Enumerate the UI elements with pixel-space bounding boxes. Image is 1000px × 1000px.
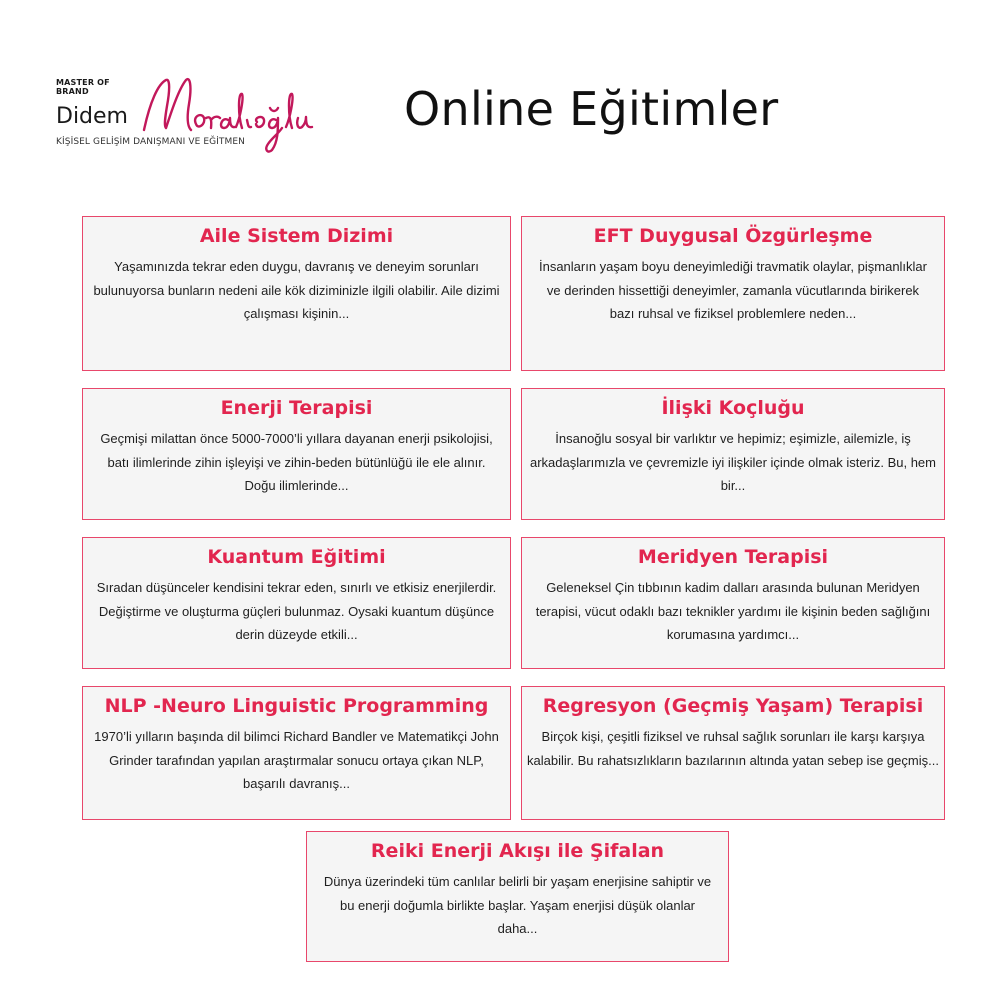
course-title[interactable]: Enerji Terapisi [220,397,373,419]
course-card-aile-sistem-dizimi[interactable] [82,216,511,371]
course-title[interactable]: Kuantum Eğitimi [207,546,386,568]
course-card-iliski-koclugu[interactable] [521,388,945,520]
course-description: Yaşamınızda tekrar eden duygu, davranış ve deneyim sorunları bulunuyorsa bunların nedeni aile kök diziminizle ilgili olabilir. Aile dizimi çalışması kişinin... [93,259,500,321]
course-description: İnsanların yaşam boyu deneyimlediği travmatik olaylar, pişmanlıklar ve derinden hissettiği deneyimler, zamanla vücutlarında birikerek bazı ruhsal ve fiziksel problemlere neden... [538,259,927,321]
course-description: İnsanoğlu sosyal bir varlıktır ve hepimiz; eşimizle, ailemizle, iş arkadaşlarımızla ve çevremizle iyi ilişkiler içinde olmak isteriz. Bu, hem bir... [529,431,936,493]
course-description: Geçmişi milattan önce 5000-7000’li yıllara dayanan enerji psikolojisi, batı ilimlerinde zihin işleyişi ve zihin-beden bütünlüğü ile ele alınır. Doğu ilimlerinde... [100,431,493,493]
course-description: 1970’li yılların başında dil bilimci Richard Bandler ve Matematikçi John Grinder tarafından yapılan araştırmalar sonucu ortaya çıkan NLP, başarılı davranış... [94,729,499,791]
course-title[interactable]: NLP -Neuro Linguistic Programming [104,695,489,717]
course-card-meridyen-terapisi[interactable] [521,537,945,669]
course-title[interactable]: Meridyen Terapisi [637,546,829,568]
course-description: Geleneksel Çin tıbbının kadim dalları arasında bulunan Meridyen terapisi, vücut odaklı bazı teknikler yardımı ile kişinin beden sağlığını korumasına yardımcı... [535,580,931,642]
course-title[interactable]: Reiki Enerji Akışı ile Şifalan [370,840,665,862]
course-description: Birçok kişi, çeşitli fiziksel ve ruhsal sağlık sorunları ile karşı karşıya kalabilir. Bu rahatsızlıkların bazılarının altında yatan sebep ise geçmiş... [527,729,939,768]
course-title[interactable]: Aile Sistem Dizimi [199,225,394,247]
course-description: Dünya üzerindeki tüm canlılar belirli bir yaşam enerjisine sahiptir ve bu enerji doğumla birlikte başlar. Yaşam enerjisi düşük olanlar daha... [323,874,712,936]
logo-tagline [56,78,110,96]
course-card-kuantum-egitimi[interactable] [82,537,511,669]
course-card-nlp[interactable] [82,686,511,820]
course-title[interactable]: Regresyon (Geçmiş Yaşam) Terapisi [542,695,924,717]
course-card-reiki-enerji-akisi[interactable] [306,831,729,962]
course-description: Sıradan düşünceler kendisini tekrar eden, sınırlı ve etkisiz enerjilerdir. Değiştirme ve oluşturma güçleri bulunmaz. Oysaki kuantum düşünce derin düzeyde etkili... [96,580,497,642]
page-title: Online Eğitimler [404,82,779,136]
course-title[interactable]: EFT Duygusal Özgürleşme [593,225,873,247]
course-card-regresyon-terapisi[interactable] [521,686,945,820]
course-card-enerji-terapisi[interactable] [82,388,511,520]
logo-first-name: Didem [56,104,128,129]
brand-logo[interactable] [56,68,346,163]
course-title[interactable]: İlişki Koçluğu [661,397,805,419]
logo-tagline-line1: MASTER OF [56,78,110,87]
logo-tagline-line2: BRAND [56,87,89,96]
course-card-eft-duygusal-ozgurlesme[interactable] [521,216,945,371]
logo-subtitle: KİŞİSEL GELİŞİM DANIŞMANI VE EĞİTMEN [56,137,246,147]
